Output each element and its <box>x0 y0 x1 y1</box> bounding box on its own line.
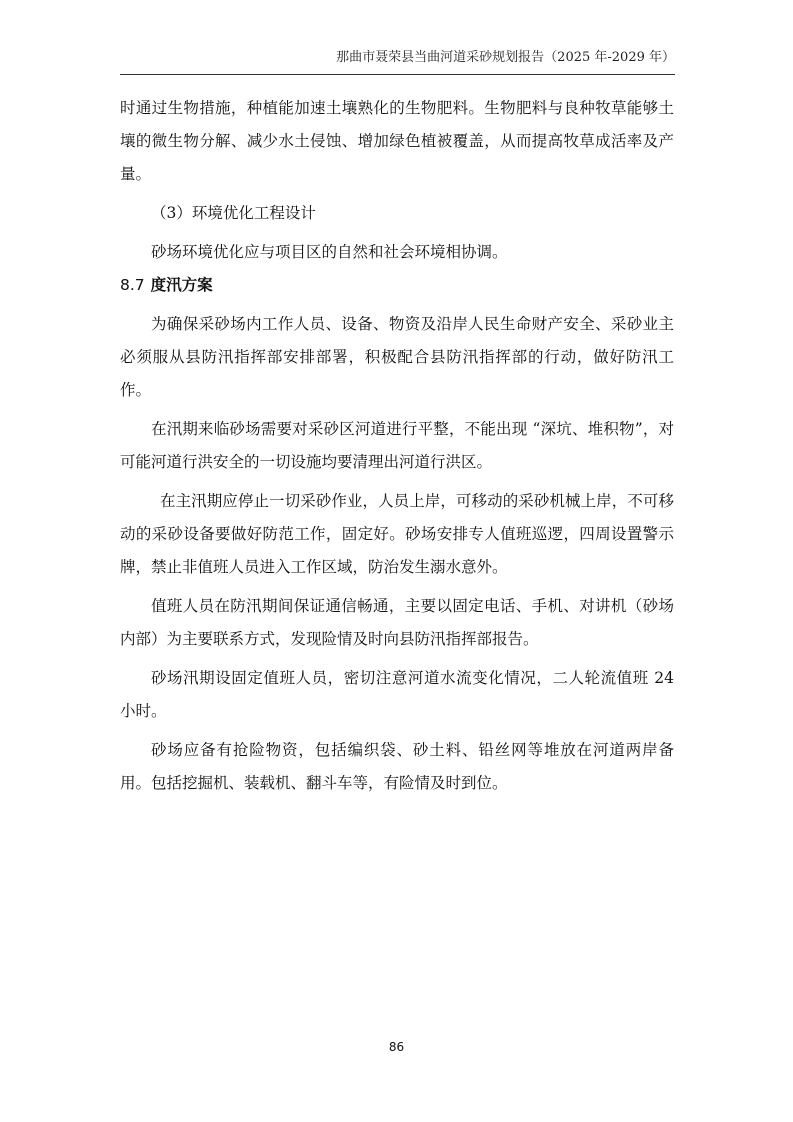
paragraph-communication: 值班人员在防汛期间保证通信畅通，主要以固定电话、手机、对讲机（砂场内部）为主要联系方式，发现险情及时向县防汛指挥部报告。 <box>120 597 674 648</box>
paragraph-flood-season-leveling: 在汛期来临砂场需要对采砂区河道进行平整，不能出现 “深坑、堆积物”，对可能河道行洪安全的一切设施均要清理出河道行洪区。 <box>120 420 674 471</box>
page-number: 86 <box>388 1040 405 1054</box>
paragraph-emergency-materials: 砂场应备有抢险物资，包括编织袋、砂土料、铅丝网等堆放在河道两岸备用。包括挖掘机、装载机、翻斗车等，有险情及时到位。 <box>120 741 674 792</box>
section-number: 8.7 <box>120 276 145 294</box>
section-title: 度汛方案 <box>150 276 213 294</box>
paragraph-flood-duty: 为确保采砂场内工作人员、设备、物资及沿岸人民生命财产安全、采砂业主必须服从县防汛指挥部安排部署，积极配合县防汛指挥部的行动，做好防汛工作。 <box>120 315 674 399</box>
paragraph-biological-measures: 时通过生物措施，种植能加速土壤熟化的生物肥料。生物肥料与良种牧草能够土壤的微生物分解、减少水土侵蚀、增加绿色植被覆盖，从而提高牧草成活率及产量。 <box>120 99 674 183</box>
section-heading <box>120 270 674 300</box>
paragraph-duty-staff: 砂场汛期设固定值班人员，密切注意河道水流变化情况，二人轮流值班 24 小时。 <box>120 669 674 720</box>
page-body <box>120 92 674 800</box>
running-header: 那曲市聂荣县当曲河道采砂规划报告（2025 年-2029 年） <box>336 50 675 65</box>
paragraph-environment-harmony: 砂场环境优化应与项目区的自然和社会环境相协调。 <box>151 243 508 261</box>
header-divider <box>120 74 675 75</box>
paragraph-main-flood-period: 在主汛期应停止一切采砂作业，人员上岸，可移动的采砂机械上岸，不可移动的采砂设备要做好防范工作，固定好。砂场安排专人值班巡逻，四周设置警示牌，禁止非值班人员进入工作区域，防治发生溺水意外。 <box>120 492 674 576</box>
subheading-environment-optimization: （3）环境优化工程设计 <box>151 204 316 222</box>
